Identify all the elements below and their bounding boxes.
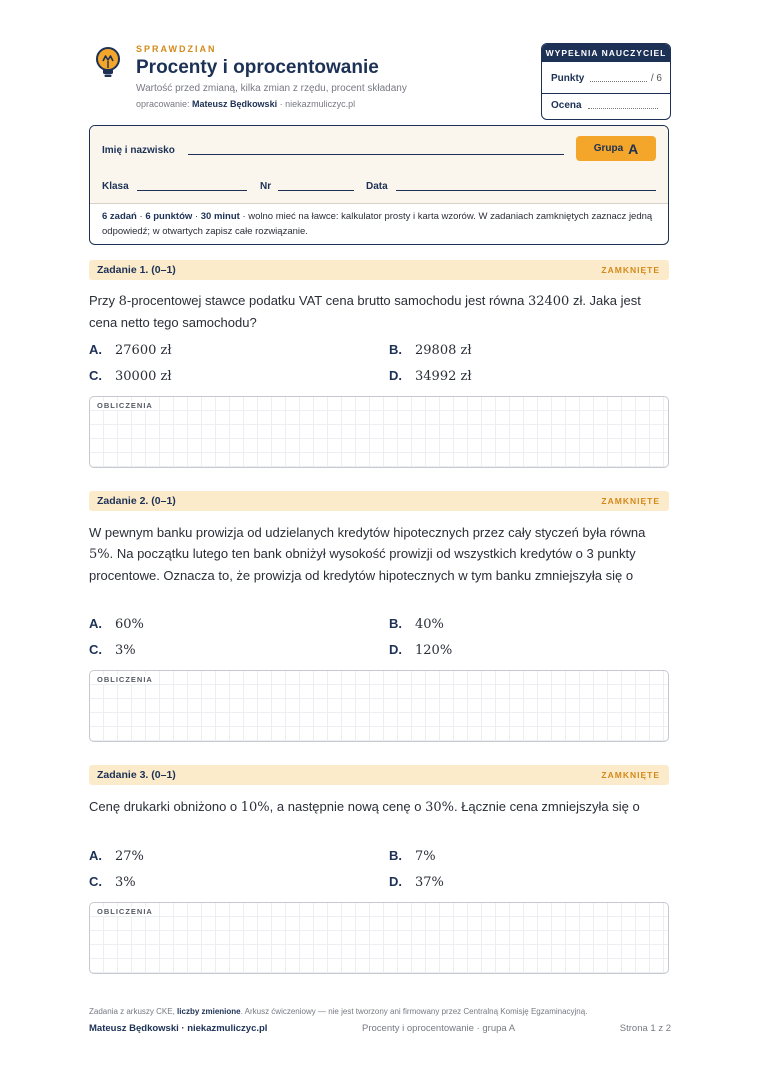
grade-field[interactable] (588, 108, 658, 109)
answer-letter: D. (389, 642, 402, 657)
grade-label: Ocena (551, 100, 582, 111)
footer-author: Mateusz Będkowski · niekazmuliczyc.pl (89, 1023, 268, 1034)
answer-letter: B. (389, 342, 402, 357)
question-text: , a następnie nową cenę o (269, 799, 426, 814)
date-label: Data (366, 181, 388, 192)
answer-letter: D. (389, 368, 402, 383)
answer-option[interactable] (89, 616, 144, 632)
answer-letter: C. (89, 642, 102, 657)
page-title: Procenty i oprocentowanie (136, 57, 379, 78)
question-math: 8 (118, 294, 127, 309)
task-title: Zadanie 1. (0–1) (97, 264, 176, 276)
task-type: ZAMKNIĘTE (601, 770, 660, 780)
answer-letter: B. (389, 848, 402, 863)
calculation-label: OBLICZENIA (97, 401, 153, 410)
answer-letter: C. (89, 368, 102, 383)
answer-option[interactable] (389, 342, 472, 358)
answer-letter: D. (389, 874, 402, 889)
calculation-area[interactable] (89, 670, 669, 742)
answer-option[interactable] (389, 848, 436, 864)
footer-note-bold: liczby zmienione (177, 1007, 241, 1016)
question-text: Przy (89, 293, 119, 308)
page-subtitle: Wartość przed zmianą, kilka zmian z rzędu, procent składany (136, 83, 407, 94)
instructions (102, 209, 658, 239)
calculation-area[interactable] (89, 902, 669, 974)
teacher-box-divider (542, 93, 670, 94)
student-fields (90, 126, 668, 204)
answer-value: 3% (115, 875, 136, 890)
answer-value: 30000 zł (115, 369, 172, 384)
answer-value: 37% (415, 875, 444, 890)
task-3-header (89, 765, 669, 785)
question-text: -procentowej stawce podatku VAT cena brutto samochodu jest równa (126, 293, 528, 308)
info-rest: · wolno mieć na ławce: kalkulator prosty i karta wzorów. W zadaniach zamkniętych zaznacz jedną odpowiedź; w otwartych zapisz całe rozwiązanie. (102, 211, 653, 237)
points-row (551, 73, 662, 84)
info-time: 30 minut (200, 211, 240, 222)
answer-option[interactable] (389, 874, 444, 890)
name-label: Imię i nazwisko (102, 145, 175, 156)
group-badge (576, 136, 656, 161)
answer-option[interactable] (389, 616, 444, 632)
question-text: . Na początku lutego ten bank obniżył wysokość prowizji od wszystkich kredytów o 3 punkty procentowe. Oznacza to, że prowizja od kredytów hipotecznych w tym banku zmniejszyła się o (89, 546, 636, 583)
task-type: ZAMKNIĘTE (601, 496, 660, 506)
author-name: Mateusz Będkowski (192, 99, 278, 109)
question-text: . Łącznie cena zmniejszyła się o (453, 799, 640, 814)
footer-title: Procenty i oprocentowanie · grupa A (362, 1023, 516, 1034)
question-text: Cenę drukarki obniżono o (89, 799, 241, 814)
task-3-question (89, 796, 669, 818)
answer-option[interactable] (89, 848, 144, 864)
grade-row (551, 100, 662, 111)
answer-letter: A. (89, 342, 102, 357)
answer-option[interactable] (389, 642, 452, 658)
points-field[interactable] (590, 81, 647, 82)
byline (136, 99, 355, 109)
footer-note (89, 1007, 587, 1016)
question-math: 10% (240, 800, 270, 815)
group-letter: A (628, 140, 639, 157)
question-text: W pewnym banku prowizja od udzielanych kredytów hipotecznych przez cały styczeń była równa (89, 525, 646, 540)
footer-note-text: . Arkusz ćwiczeniowy — nie jest tworzony ani firmowany przez Centralną Komisję Egzaminacyjną. (240, 1007, 588, 1016)
answer-value: 40% (415, 617, 444, 632)
answer-value: 27% (115, 849, 144, 864)
footer-note-text: Zadania z arkuszy CKE, (89, 1007, 178, 1016)
name-field[interactable] (188, 154, 564, 155)
answer-value: 7% (415, 849, 436, 864)
points-label: Punkty (551, 73, 585, 84)
answer-value: 29808 zł (415, 343, 472, 358)
task-1-question (89, 290, 669, 333)
answer-letter: A. (89, 616, 102, 631)
answer-letter: C. (89, 874, 102, 889)
doc-kicker: SPRAWDZIAN (136, 44, 217, 54)
calculation-label: OBLICZENIA (97, 907, 153, 916)
task-title: Zadanie 3. (0–1) (97, 769, 176, 781)
nr-label: Nr (260, 181, 272, 192)
task-title: Zadanie 2. (0–1) (97, 495, 176, 507)
teacher-box-heading: WYPEŁNIA NAUCZYCIEL (542, 44, 670, 62)
answer-option[interactable] (389, 368, 472, 384)
student-box (89, 125, 669, 245)
calculation-area[interactable] (89, 396, 669, 468)
answer-option[interactable] (89, 342, 172, 358)
class-field[interactable] (137, 190, 247, 191)
teacher-box (541, 43, 671, 120)
answer-letter: B. (389, 616, 402, 631)
answer-value: 120% (415, 643, 453, 658)
question-text: zł. Jaka jest cena netto tego samochodu? (89, 293, 641, 330)
task-2-header (89, 491, 669, 511)
group-label: Grupa (593, 143, 624, 154)
answer-letter: A. (89, 848, 102, 863)
nr-field[interactable] (278, 190, 354, 191)
question-math: 30% (425, 800, 454, 815)
info-sep: · (192, 211, 201, 222)
answer-option[interactable] (89, 368, 172, 384)
page-number: Strona 1 z 2 (619, 1023, 671, 1034)
info-points: 6 punktów (145, 211, 193, 222)
task-2-question (89, 522, 669, 586)
answer-value: 27600 zł (115, 343, 172, 358)
class-label: Klasa (102, 181, 129, 192)
answer-value: 34992 zł (415, 369, 472, 384)
question-math: 32400 (527, 294, 570, 309)
question-math: 5% (89, 547, 110, 562)
calculation-label: OBLICZENIA (97, 675, 153, 684)
points-max: / 6 (650, 73, 662, 84)
byline-site: · niekazmuliczyc.pl (277, 99, 356, 109)
date-field[interactable] (396, 190, 656, 191)
answer-option[interactable] (89, 874, 136, 890)
answer-value: 60% (115, 617, 144, 632)
task-type: ZAMKNIĘTE (601, 265, 660, 275)
answer-option[interactable] (89, 642, 136, 658)
lightbulb-icon (90, 44, 126, 80)
info-sep: · (136, 211, 146, 222)
byline-prefix: opracowanie: (136, 99, 193, 109)
answer-value: 3% (115, 643, 136, 658)
task-1-header (89, 260, 669, 280)
info-tasks: 6 zadań (102, 211, 137, 222)
